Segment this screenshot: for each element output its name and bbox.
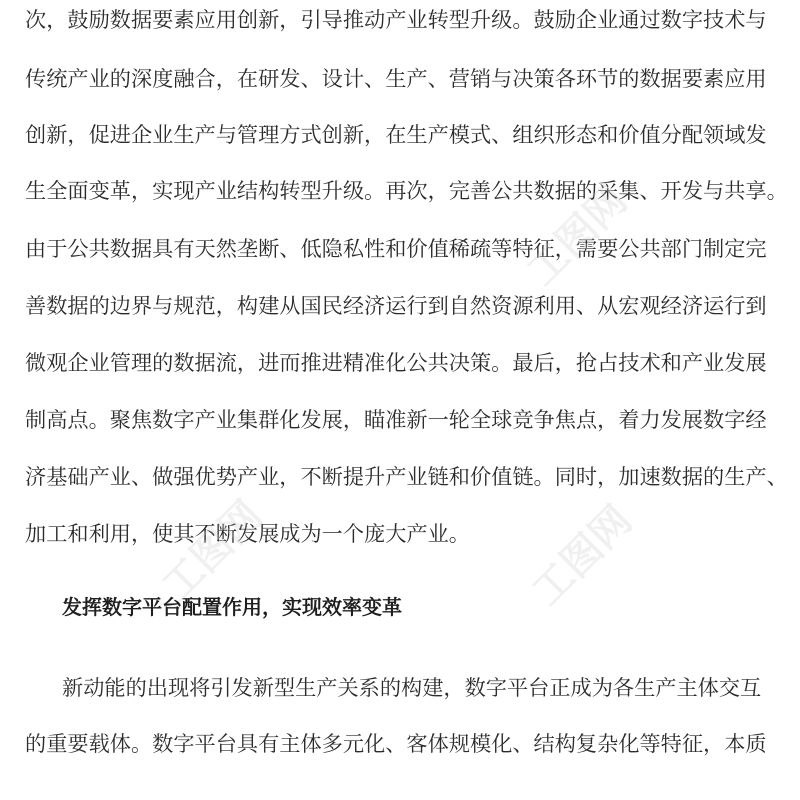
watermark-logo: 工图网 <box>523 497 642 615</box>
paragraph1-line-10: 加工和利用，使其不断发展成为一个庞大产业。 <box>25 521 470 546</box>
paragraph1-line-3: 创新，促进企业生产与管理方式创新，在生产模式、组织形态和价值分配领域发 <box>25 122 767 147</box>
paragraph1-line-5: 由于公共数据具有天然垄断、低隐私性和价值稀疏等特征，需要公共部门制定完 <box>25 236 767 261</box>
paragraph1-line-1: 次，鼓励数据要素应用创新，引导推动产业转型升级。鼓励企业通过数字技术与 <box>25 7 767 32</box>
paragraph2-line-2: 的重要载体。数字平台具有主体多元化、客体规模化、结构复杂化等特征，本质 <box>25 731 767 756</box>
paragraph1-line-9: 济基础产业、做强优势产业，不断提升产业链和价值链。同时，加速数据的生产、 <box>25 464 788 489</box>
paragraph1-line-8: 制高点。聚焦数字产业集群化发展，瞄准新一轮全球竞争焦点，着力发展数字经 <box>25 407 767 432</box>
paragraph1-line-4: 生全面变革，实现产业结构转型升级。再次，完善公共数据的采集、开发与共享。 <box>25 178 788 203</box>
watermark-logo: 工图网 <box>518 177 637 295</box>
paragraph1-line-7: 微观企业管理的数据流，进而推进精准化公共决策。最后，抢占技术和产业发展 <box>25 350 767 375</box>
paragraph1-line-6: 善数据的边界与规范，构建从国民经济运行到自然资源利用、从宏观经济运行到 <box>25 293 767 318</box>
paragraph2-line-1: 新动能的出现将引发新型生产关系的构建，数字平台正成为各生产主体交互 <box>62 675 762 700</box>
watermark-logo: 工图网 <box>153 492 272 610</box>
paragraph1-line-2: 传统产业的深度融合，在研发、设计、生产、营销与决策各环节的数据要素应用 <box>25 66 767 91</box>
section-heading: 发挥数字平台配置作用，实现效率变革 <box>62 595 402 619</box>
